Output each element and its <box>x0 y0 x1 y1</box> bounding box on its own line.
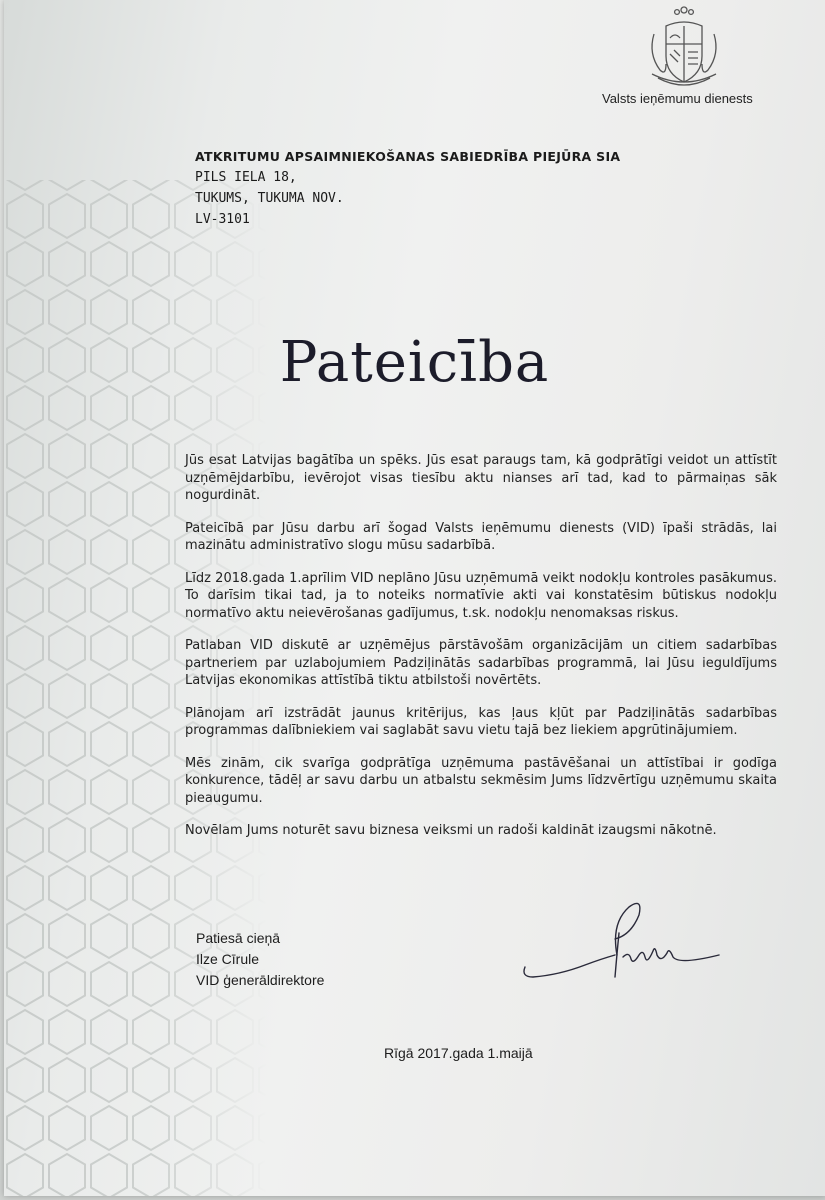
recipient-address <box>195 146 620 230</box>
body-paragraph: Pateicībā par Jūsu darbu arī šogad Valsts ieņēmumu dienests (VID) īpaši strādās, lai mazinātu administratīvo slogu mūsu sadarbībā. <box>185 520 777 553</box>
recipient-postal-code: LV-3101 <box>195 212 250 227</box>
signer-title: VID ģenerāldirektore <box>196 972 325 988</box>
letter-body <box>185 452 777 855</box>
body-paragraph: Mēs zinām, cik svarīga godprātīga uzņēmuma pastāvēšanai un attīstībai ir godīga konkurence, tādēļ ar savu darbu un atbalstu sekmēsim Jums līdzvērtīgu uzņēmumu skaita pieaugumu. <box>185 755 777 806</box>
body-paragraph: Līdz 2018.gada 1.aprīlim VID neplāno Jūsu uzņēmumā veikt nodokļu kontroles pasākumus. To darīsim tikai tad, ja to noteiks normatīvie akti vai konstatēsim būtiskus nodokļu normatīvo aktu neievērošanas gadījumus, t.sk. nodokļu nenomaksas riskus. <box>185 570 777 621</box>
place-and-date: Rīgā 2017.gada 1.maijā <box>384 1045 533 1061</box>
body-paragraph: Novēlam Jums noturēt savu biznesa veiksmi un radoši kaldināt izaugsmi nākotnē. <box>185 823 717 838</box>
body-paragraph: Patlaban VID diskutē ar uzņēmējus pārstāvošām organizācijām un citiem sadarbības partneriem par uzlabojumiem Padziļinātās sadarbības programmā, lai Jūsu ieguldījums Latvijas ekonomikas attīstībā tiktu atbilstoši novērtēts. <box>185 638 777 688</box>
closing-salutation: Patiesā cieņā <box>196 930 281 946</box>
recipient-street: PILS IELA 18, <box>195 170 297 185</box>
recipient-city: TUKUMS, TUKUMA NOV. <box>195 191 344 206</box>
letter-title: Pateicība <box>279 330 550 395</box>
handwritten-signature <box>519 893 734 985</box>
letter-sheet <box>4 0 825 1196</box>
closing-block <box>196 928 324 991</box>
latvia-coat-of-arms-icon <box>644 4 724 92</box>
agency-name: Valsts ieņēmumu dienests <box>602 91 753 106</box>
recipient-company: ATKRITUMU APSAIMNIEKOŠANAS SABIEDRĪBA PIEJŪRA SIA <box>195 149 621 164</box>
body-paragraph: Jūs esat Latvijas bagātība un spēks. Jūs esat paraugs tam, kā godprātīgi veidot un attīstīt uzņēmējdarbību, ievērojot visas tiesību aktu nianses arī tad, kad to pārmaiņas sāk nogurdināt. <box>185 453 777 503</box>
body-paragraph: Plānojam arī izstrādāt jaunus kritērijus, kas ļaus kļūt par Padziļinātās sadarbības programmas dalībniekiem vai saglabāt savu vietu tajā bez liekiem apgrūtinājumiem. <box>185 705 777 738</box>
signer-name: Ilze Cīrule <box>196 951 260 967</box>
